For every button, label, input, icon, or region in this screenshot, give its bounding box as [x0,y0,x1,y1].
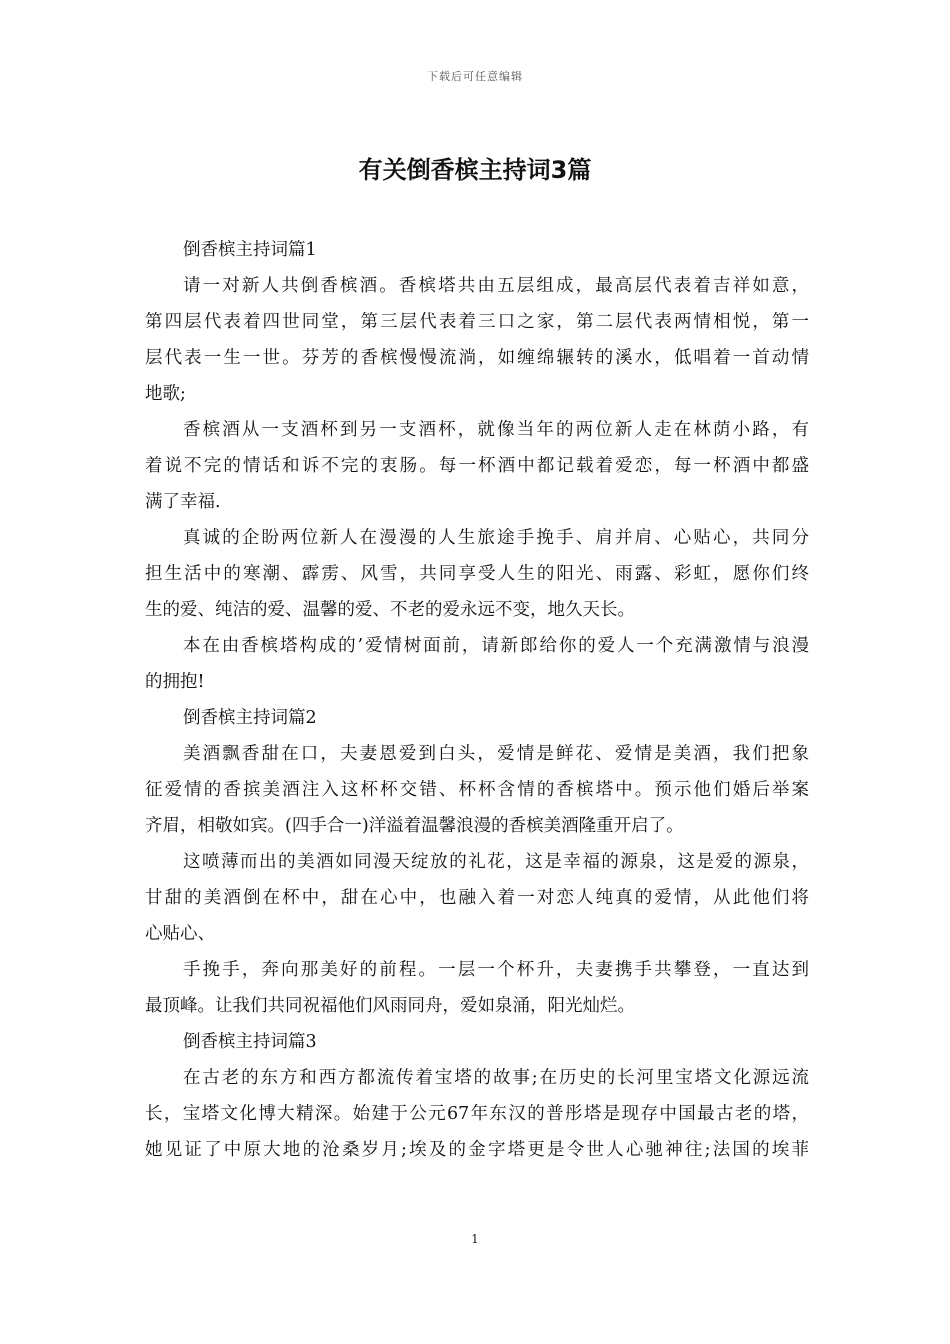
text-line: 美酒飘香甜在口，夫妻恩爱到白头，爱情是鲜花、爱情是美酒，我们把象 [183,744,809,764]
text-line: 她见证了中原大地的沧桑岁月;埃及的金字塔更是令世人心驰神往;法国的埃菲 [145,1140,809,1160]
text-line: 香槟酒从一支酒杯到另一支酒杯，就像当年的两位新人走在林荫小路，有 [183,420,809,440]
text-line: 着说不完的情话和诉不完的衷肠。每一杯酒中都记载着爱恋，每一杯酒中都盛 [145,456,809,476]
text-line: 手挽手，奔向那美好的前程。一层一个杯升，夫妻携手共攀登，一直达到 [183,960,809,980]
page-header: 下载后可任意编辑 [427,70,523,83]
text-line: 心贴心、 [145,924,215,944]
document-title: 有关倒香槟主持词3篇 [358,156,592,184]
page-number: 1 [471,1232,479,1246]
text-line: 本在由香槟塔构成的’爱情树面前，请新郎给你的爱人一个充满激情与浪漫 [183,636,809,656]
text-line: 倒香槟主持词篇2 [183,708,317,728]
text-line: 第四层代表着四世同堂，第三层代表着三口之家，第二层代表两情相悦，第一 [145,312,809,332]
text-line: 甘甜的美酒倒在杯中，甜在心中，也融入着一对恋人纯真的爱情，从此他们将 [145,888,809,908]
text-line: 倒香槟主持词篇3 [183,1032,317,1052]
text-line: 最顶峰。让我们共同祝福他们风雨同舟，爱如泉涌，阳光灿烂。 [145,996,635,1016]
text-line: 担生活中的寒潮、霹雳、风雪，共同享受人生的阳光、雨露、彩虹，愿你们终 [145,564,809,584]
text-line: 倒香槟主持词篇1 [183,240,317,260]
text-line: 层代表一生一世。芬芳的香槟慢慢流淌，如缠绵辗转的溪水，低唱着一首动情 [145,348,809,368]
document-body [145,232,809,1168]
text-line: 在古老的东方和西方都流传着宝塔的故事;在历史的长河里宝塔文化源远流 [183,1068,809,1088]
text-line: 真诚的企盼两位新人在漫漫的人生旅途手挽手、肩并肩、心贴心，共同分 [183,528,809,548]
text-line: 这喷薄而出的美酒如同漫天绽放的礼花，这是幸福的源泉，这是爱的源泉， [183,852,809,872]
text-line: 征爱情的香摈美酒注入这杯杯交错、杯杯含情的香槟塔中。预示他们婚后举案 [145,780,809,800]
text-line: 长，宝塔文化博大精深。始建于公元67年东汉的普彤塔是现存中国最古老的塔， [145,1104,809,1124]
text-line: 地歌; [145,384,186,404]
text-line: 生的爱、纯洁的爱、温馨的爱、不老的爱永远不变，地久天长。 [145,600,635,620]
text-line: 齐眉，相敬如宾。(四手合一)洋溢着温馨浪漫的香槟美酒隆重开启了。 [145,816,684,836]
text-line: 满了幸福. [145,492,221,512]
text-line: 请一对新人共倒香槟酒。香槟塔共由五层组成，最高层代表着吉祥如意， [183,276,809,296]
text-line: 的拥抱! [145,672,205,692]
